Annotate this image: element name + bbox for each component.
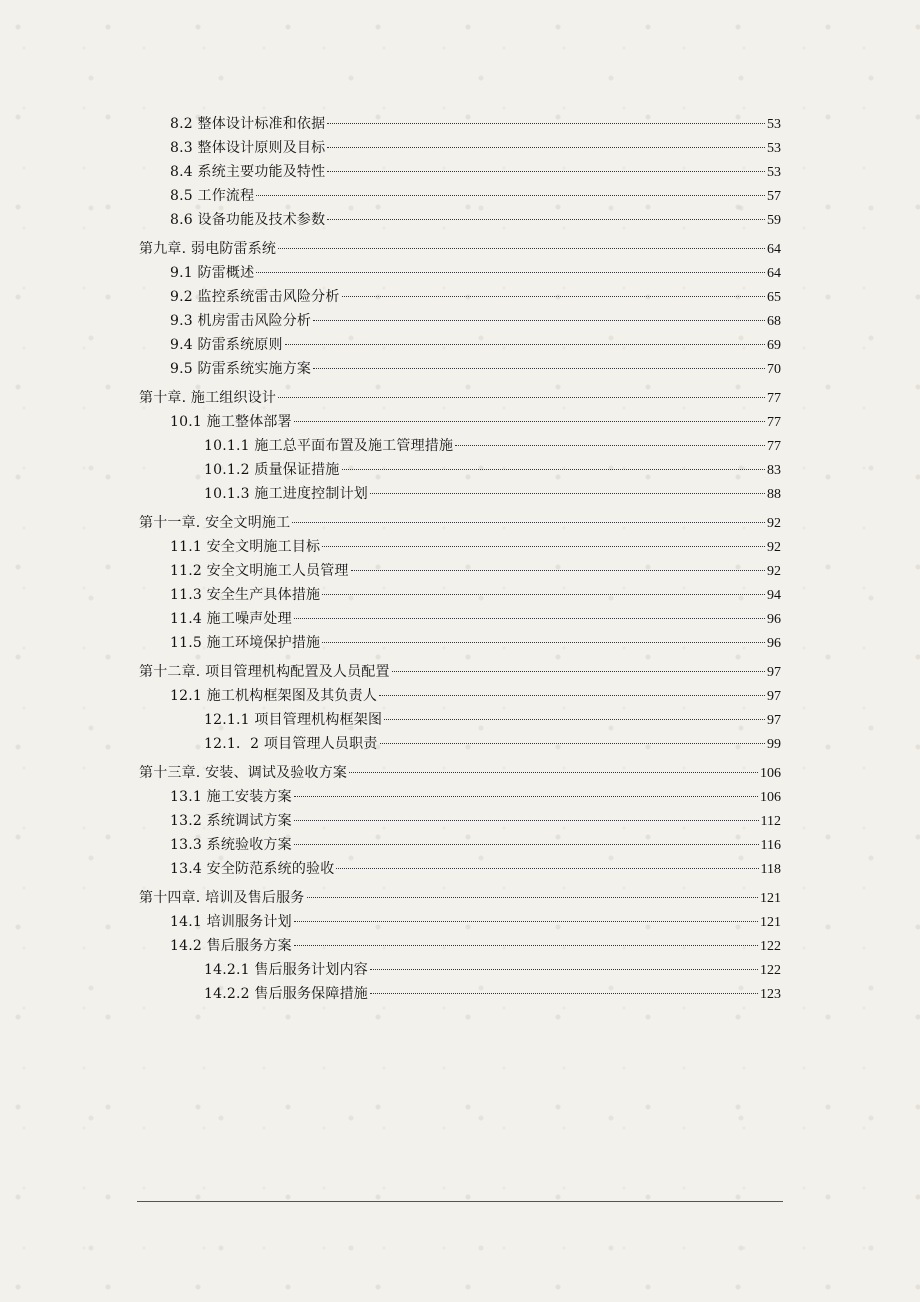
toc-page-number: 121 <box>760 891 781 906</box>
toc-dot-leader <box>294 820 759 821</box>
toc-page-number: 64 <box>767 266 781 281</box>
toc-page-number: 106 <box>760 766 781 781</box>
toc-dot-leader <box>392 671 765 672</box>
toc-page-number: 92 <box>767 564 781 579</box>
toc-section-entry[interactable] <box>139 208 781 232</box>
toc-section-entry[interactable] <box>139 458 781 482</box>
toc-dot-leader <box>379 695 765 696</box>
toc-entry-title: 第九章. 弱电防雷系统 <box>139 241 277 257</box>
toc-dot-leader <box>294 945 758 946</box>
toc-page-number: 53 <box>767 165 781 180</box>
toc-dot-leader <box>313 320 765 321</box>
toc-section-entry[interactable] <box>139 559 781 583</box>
toc-dot-leader <box>294 421 765 422</box>
toc-entry-title: 第十四章. 培训及售后服务 <box>139 890 305 906</box>
toc-section-entry[interactable] <box>139 535 781 559</box>
toc-entry-title: 11.4 施工噪声处理 <box>170 611 292 627</box>
toc-dot-leader <box>327 147 765 148</box>
toc-page-number: 118 <box>760 862 781 877</box>
toc-dot-leader <box>278 397 765 398</box>
toc-page-number: 122 <box>760 939 781 954</box>
toc-entry-title: 11.5 施工环境保护措施 <box>170 635 321 651</box>
table-of-contents <box>139 112 781 1006</box>
toc-page-number: 112 <box>760 814 781 829</box>
toc-page-number: 94 <box>767 588 781 603</box>
toc-section-entry[interactable] <box>139 136 781 160</box>
toc-page-number: 97 <box>767 689 781 704</box>
footer-divider <box>137 1201 783 1202</box>
toc-section-entry[interactable] <box>139 833 781 857</box>
toc-entry-title: 13.3 系统验收方案 <box>170 837 292 853</box>
toc-section-entry[interactable] <box>139 934 781 958</box>
toc-page-number: 77 <box>767 391 781 406</box>
toc-page-number: 77 <box>767 439 781 454</box>
toc-dot-leader <box>322 642 765 643</box>
toc-section-entry[interactable] <box>139 785 781 809</box>
toc-dot-leader <box>292 522 765 523</box>
toc-section-entry[interactable] <box>139 333 781 357</box>
toc-dot-leader <box>455 445 765 446</box>
toc-section-entry[interactable] <box>139 958 781 982</box>
toc-entry-title: 9.2 监控系统雷击风险分析 <box>170 289 340 305</box>
toc-page-number: 57 <box>767 189 781 204</box>
toc-entry-title: 11.1 安全文明施工目标 <box>170 539 321 555</box>
toc-dot-leader <box>370 493 765 494</box>
toc-section-entry[interactable] <box>139 434 781 458</box>
toc-entry-title: 12.1．2 项目管理人员职责 <box>204 736 378 752</box>
toc-section-entry[interactable] <box>139 184 781 208</box>
toc-chapter-entry[interactable] <box>139 386 781 410</box>
toc-entry-title: 13.1 施工安装方案 <box>170 789 292 805</box>
toc-entry-title: 14.2.2 售后服务保障措施 <box>204 986 368 1002</box>
toc-page-number: 53 <box>767 141 781 156</box>
toc-entry-title: 8.5 工作流程 <box>170 188 255 204</box>
toc-dot-leader <box>342 296 765 297</box>
toc-page-number: 106 <box>760 790 781 805</box>
toc-section-entry[interactable] <box>139 684 781 708</box>
toc-entry-title: 14.2 售后服务方案 <box>170 938 292 954</box>
toc-entry-title: 9.3 机房雷击风险分析 <box>170 313 312 329</box>
toc-dot-leader <box>351 570 765 571</box>
toc-entry-title: 10.1.3 施工进度控制计划 <box>204 486 368 502</box>
toc-dot-leader <box>278 248 765 249</box>
toc-page-number: 69 <box>767 338 781 353</box>
toc-page-number: 97 <box>767 665 781 680</box>
toc-page-number: 123 <box>760 987 781 1002</box>
toc-entry-title: 10.1 施工整体部署 <box>170 414 292 430</box>
toc-entry-title: 第十三章. 安装、调试及验收方案 <box>139 765 348 781</box>
toc-dot-leader <box>322 546 765 547</box>
toc-chapter-entry[interactable] <box>139 237 781 261</box>
toc-dot-leader <box>349 772 758 773</box>
toc-section-entry[interactable] <box>139 357 781 381</box>
toc-entry-title: 9.1 防雷概述 <box>170 265 255 281</box>
toc-section-entry[interactable] <box>139 583 781 607</box>
toc-page-number: 96 <box>767 636 781 651</box>
toc-entry-title: 11.3 安全生产具体措施 <box>170 587 321 603</box>
toc-entry-title: 8.2 整体设计标准和依据 <box>170 116 326 132</box>
toc-page-number: 99 <box>767 737 781 752</box>
toc-chapter-entry[interactable] <box>139 761 781 785</box>
toc-dot-leader <box>384 719 765 720</box>
toc-section-entry[interactable] <box>139 631 781 655</box>
toc-entry-title: 10.1.1 施工总平面布置及施工管理措施 <box>204 438 454 454</box>
toc-section-entry[interactable] <box>139 285 781 309</box>
toc-page-number: 68 <box>767 314 781 329</box>
toc-page-number: 53 <box>767 117 781 132</box>
toc-page-number: 121 <box>760 915 781 930</box>
toc-page-number: 122 <box>760 963 781 978</box>
toc-entry-title: 13.2 系统调试方案 <box>170 813 292 829</box>
toc-section-entry[interactable] <box>139 482 781 506</box>
toc-section-entry[interactable] <box>139 261 781 285</box>
toc-dot-leader <box>256 272 765 273</box>
toc-entry-title: 14.1 培训服务计划 <box>170 914 292 930</box>
toc-section-entry[interactable] <box>139 708 781 732</box>
toc-section-entry[interactable] <box>139 857 781 881</box>
toc-section-entry[interactable] <box>139 112 781 136</box>
toc-section-entry[interactable] <box>139 160 781 184</box>
toc-dot-leader <box>342 469 765 470</box>
toc-dot-leader <box>256 195 765 196</box>
toc-entry-title: 第十章. 施工组织设计 <box>139 390 277 406</box>
toc-section-entry[interactable] <box>139 410 781 434</box>
toc-chapter-entry[interactable] <box>139 511 781 535</box>
toc-page-number: 65 <box>767 290 781 305</box>
toc-entry-title: 14.2.1 售后服务计划内容 <box>204 962 368 978</box>
toc-entry-title: 8.6 设备功能及技术参数 <box>170 212 326 228</box>
toc-entry-title: 13.4 安全防范系统的验收 <box>170 861 335 877</box>
toc-entry-title: 第十一章. 安全文明施工 <box>139 515 291 531</box>
toc-section-entry[interactable] <box>139 607 781 631</box>
toc-page-number: 116 <box>760 838 781 853</box>
toc-page-number: 96 <box>767 612 781 627</box>
toc-page-number: 97 <box>767 713 781 728</box>
toc-entry-title: 第十二章. 项目管理机构配置及人员配置 <box>139 664 390 680</box>
toc-entry-title: 9.5 防雷系统实施方案 <box>170 361 312 377</box>
toc-page-number: 92 <box>767 516 781 531</box>
toc-dot-leader <box>327 171 765 172</box>
toc-page-number: 88 <box>767 487 781 502</box>
toc-entry-title: 12.1 施工机构框架图及其负责人 <box>170 688 378 704</box>
toc-section-entry[interactable] <box>139 732 781 756</box>
toc-entry-title: 9.4 防雷系统原则 <box>170 337 283 353</box>
toc-dot-leader <box>380 743 765 744</box>
toc-entry-title: 12.1.1 项目管理机构框架图 <box>204 712 383 728</box>
toc-dot-leader <box>294 844 759 845</box>
toc-section-entry[interactable] <box>139 910 781 934</box>
toc-dot-leader <box>294 796 758 797</box>
toc-page-number: 64 <box>767 242 781 257</box>
toc-page-number: 70 <box>767 362 781 377</box>
toc-entry-title: 11.2 安全文明施工人员管理 <box>170 563 349 579</box>
toc-dot-leader <box>322 594 765 595</box>
toc-dot-leader <box>294 618 765 619</box>
toc-entry-title: 8.4 系统主要功能及特性 <box>170 164 326 180</box>
toc-page-number: 92 <box>767 540 781 555</box>
toc-dot-leader <box>370 969 758 970</box>
toc-page-number: 59 <box>767 213 781 228</box>
toc-section-entry[interactable] <box>139 809 781 833</box>
toc-page-number: 77 <box>767 415 781 430</box>
toc-dot-leader <box>313 368 765 369</box>
toc-page-number: 83 <box>767 463 781 478</box>
toc-dot-leader <box>336 868 758 869</box>
toc-section-entry[interactable] <box>139 982 781 1006</box>
toc-dot-leader <box>327 123 765 124</box>
toc-chapter-entry[interactable] <box>139 660 781 684</box>
toc-dot-leader <box>307 897 759 898</box>
toc-section-entry[interactable] <box>139 309 781 333</box>
toc-entry-title: 10.1.2 质量保证措施 <box>204 462 340 478</box>
toc-dot-leader <box>327 219 765 220</box>
toc-dot-leader <box>294 921 758 922</box>
toc-dot-leader <box>370 993 758 994</box>
toc-dot-leader <box>285 344 765 345</box>
toc-entry-title: 8.3 整体设计原则及目标 <box>170 140 326 156</box>
toc-chapter-entry[interactable] <box>139 886 781 910</box>
